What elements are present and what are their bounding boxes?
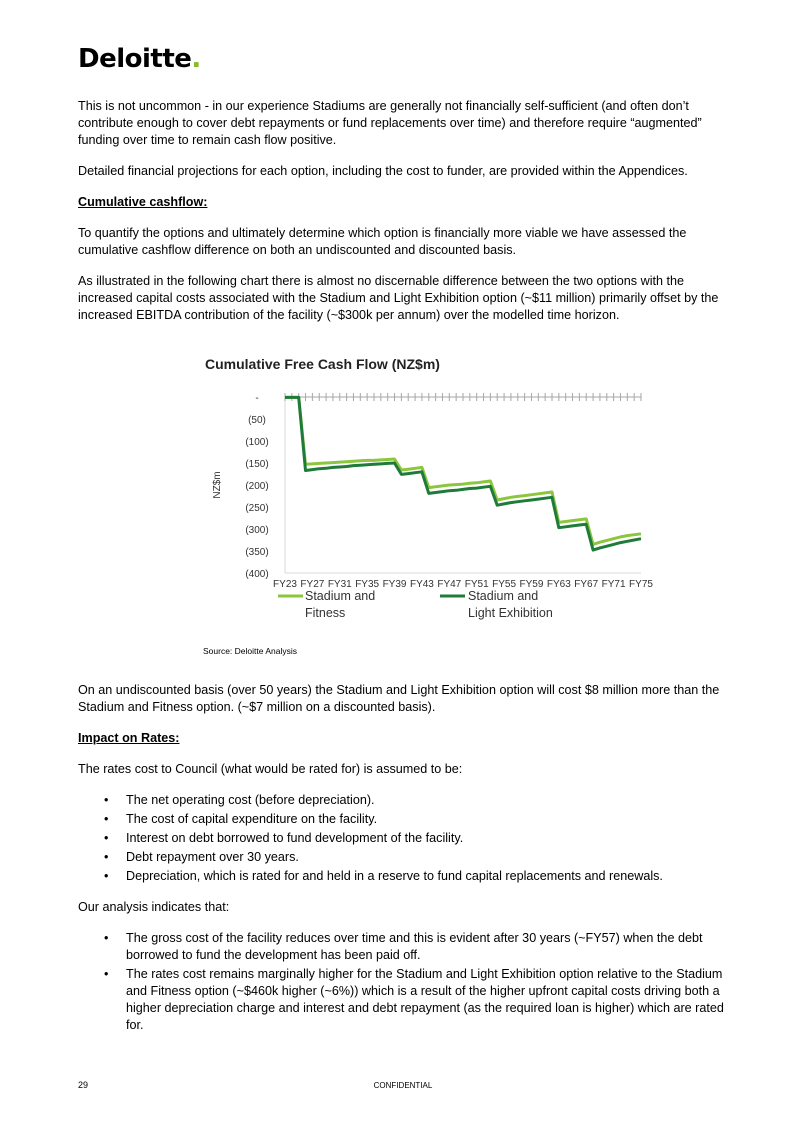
x-tick-label: FY63 xyxy=(546,579,571,590)
y-tick-label: (50) xyxy=(248,415,266,426)
legend-label: Stadium and Fitness xyxy=(305,589,376,620)
heading-impact-on-rates: Impact on Rates: xyxy=(78,731,180,745)
y-tick-label: - xyxy=(255,393,259,404)
x-tick-label: FY75 xyxy=(629,579,653,590)
list-item: • The cost of capital expenditure on the facility. xyxy=(126,811,728,828)
x-tick-label: FY35 xyxy=(355,579,380,590)
paragraph-appendices: Detailed financial projections for each option, including the cost to funder, are provided within the Appendices. xyxy=(78,164,688,178)
y-tick-label: (400) xyxy=(245,569,269,580)
y-axis-label: NZ$m xyxy=(212,471,223,499)
chart-title: Cumulative Free Cash Flow (NZ$m) xyxy=(205,356,440,372)
rates-list xyxy=(78,792,728,885)
series-line-stadium-and-fitness xyxy=(285,397,641,544)
page-content xyxy=(78,98,728,1048)
list-item: • The net operating cost (before depreciation). xyxy=(126,792,728,809)
y-tick-label: (200) xyxy=(245,481,269,492)
chart-source: Source: Deloitte Analysis xyxy=(203,646,298,656)
paragraph-rates-cost: The rates cost to Council (what would be rated for) is assumed to be: xyxy=(78,762,463,776)
y-tick-label: (100) xyxy=(245,437,269,448)
x-tick-label: FY51 xyxy=(464,579,489,590)
y-tick-label: (350) xyxy=(245,547,269,558)
deloitte-logo xyxy=(78,44,201,74)
x-tick-label: FY31 xyxy=(327,579,352,590)
x-tick-label: FY27 xyxy=(300,579,325,590)
paragraph-analysis: Our analysis indicates that: xyxy=(78,900,230,914)
logo-dot: . xyxy=(191,44,201,74)
heading-cumulative-cashflow: Cumulative cashflow: xyxy=(78,195,208,209)
confidential-label: CONFIDENTIAL xyxy=(373,1081,433,1090)
list-item: • The rates cost remains marginally higher for the Stadium and Light Exhibition option relative to the Stadium and Fitness option (~$460k higher (~6%)) which is a result of the higher upfront capital costs driving both a higher depreciation charge and interest and debt repayment (as the required loan is higher) which are rated for. xyxy=(126,966,728,1034)
x-tick-label: FY39 xyxy=(382,579,407,590)
legend-label: Stadium and Light Exhibition xyxy=(468,589,553,620)
y-tick-label: (150) xyxy=(245,459,269,470)
y-tick-label: (300) xyxy=(245,525,269,536)
paragraph-augmented-funding: This is not uncommon - in our experience Stadiums are generally not financially self-sufficient (and often don’t contribute enough to cover debt repayments or fund replacements over time) and therefore require “augmented” funding over time to remain cash flow positive. xyxy=(78,99,702,147)
x-tick-label: FY55 xyxy=(492,579,517,590)
paragraph-chart-intro: As illustrated in the following chart there is almost no discernable difference between the two options with the increased capital costs associated with the Stadium and Light Exhibition option (~$11 million) primarily offset by the increased EBITDA contribution of the facility (~$300k per annum) over the modelled time horizon. xyxy=(78,274,719,322)
series-line-stadium-and-light-exhibition xyxy=(285,397,641,550)
x-tick-label: FY23 xyxy=(273,579,297,590)
logo-text: Deloitte xyxy=(78,44,192,74)
list-item: • Depreciation, which is rated for and held in a reserve to fund capital replacements and renewals. xyxy=(126,868,728,885)
x-tick-label: FY71 xyxy=(601,579,626,590)
paragraph-quantify-options: To quantify the options and ultimately determine which option is financially more viable we have assessed the cumulative cashflow difference on both an undiscounted and discounted basis. xyxy=(78,226,687,257)
x-tick-label: FY47 xyxy=(437,579,462,590)
analysis-list xyxy=(78,930,728,1034)
list-item: • Interest on debt borrowed to fund development of the facility. xyxy=(126,830,728,847)
list-item: • The gross cost of the facility reduces over time and this is evident after 30 years (~FY57) when the debt borrowed to fund the development has been paid off. xyxy=(126,930,728,964)
page-number: 29 xyxy=(78,1080,89,1090)
x-tick-label: FY67 xyxy=(574,579,599,590)
paragraph-undiscounted: On an undiscounted basis (over 50 years) the Stadium and Light Exhibition option will cost $8 million more than the Stadium and Fitness option. (~$7 million on a discounted basis). xyxy=(78,683,720,714)
list-item: • Debt repayment over 30 years. xyxy=(126,849,728,866)
x-tick-label: FY59 xyxy=(519,579,544,590)
x-tick-label: FY43 xyxy=(409,579,434,590)
cashflow-chart-svg xyxy=(78,338,728,668)
y-tick-label: (250) xyxy=(245,503,269,514)
cashflow-chart xyxy=(78,338,728,668)
